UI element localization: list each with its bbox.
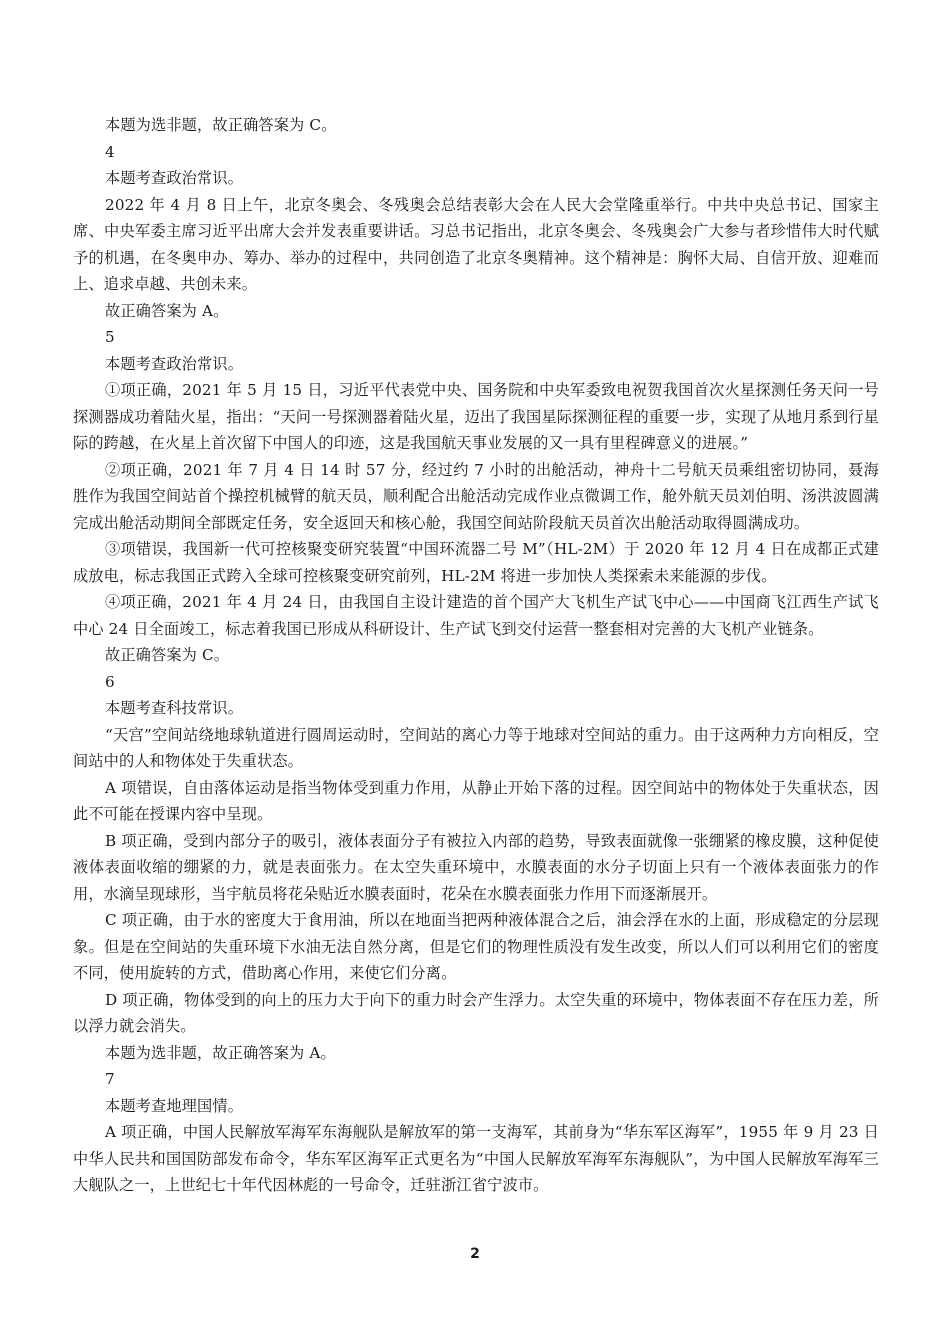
paragraph: 本题为选非题，故正确答案为 A。: [105, 1043, 336, 1062]
paragraph: D 项正确，物体受到的向上的压力大于向下的重力时会产生浮力。太空失重的环境中，物体表面不存在压力差，所以浮力就会消失。: [73, 990, 879, 1035]
paragraph: ③项错误，我国新一代可控核聚变研究装置“中国环流器二号 M”（HL-2M）于 2020 年 12 月 4 日在成都正式建成放电，标志我国正式跨入全球可控核聚变研究前列，HL-2M 将进一步加快人类探索未来能源的步伐。: [73, 540, 879, 585]
paragraph: 2022 年 4 月 8 日上午，北京冬奥会、冬残奥会总结表彰大会在人民大会堂隆重举行。中共中央总书记、国家主席、中央军委主席习近平出席大会并发表重要讲话。习总书记指出，北京冬奥会、冬残奥会广大参与者珍惜伟大时代赋予的机遇，在冬奥申办、筹办、举办的过程中，共同创造了北京冬奥精神。这个精神是：胸怀大局、自信开放、迎难而上、追求卓越、共创未来。: [73, 195, 879, 293]
question-number: 6: [105, 672, 115, 691]
paragraph: 本题考查地理国情。: [105, 1096, 244, 1115]
paragraph: B 项正确，受到内部分子的吸引，液体表面分子有被拉入内部的趋势，导致表面就像一张绷紧的橡皮膜，这种促使液体表面收缩的绷紧的力，就是表面张力。在太空失重环境中，水膜表面的水分子切面上只有一个液体表面张力的作用，水滴呈现球形，当宇航员将花朵贴近水膜表面时，花朵在水膜表面张力作用下而逐渐展开。: [73, 831, 879, 903]
paragraph: “天宫”空间站绕地球轨道进行圆周运动时，空间站的离心力等于地球对空间站的重力。由于这两种力方向相反，空间站中的人和物体处于失重状态。: [73, 725, 879, 770]
paragraph: ②项正确，2021 年 7 月 4 日 14 时 57 分，经过约 7 小时的出舱活动，神舟十二号航天员乘组密切协同，聂海胜作为我国空间站首个操控机械臂的航天员，顺利配合出舱活动完成作业点微调工作，舱外航天员刘伯明、汤洪波圆满完成出舱活动期间全部既定任务，安全返回天和核心舱，我国空间站阶段航天员首次出舱活动取得圆满成功。: [73, 460, 879, 532]
paragraph: 本题考查政治常识。: [105, 169, 244, 187]
paragraph: 故正确答案为 A。: [105, 301, 229, 320]
paragraph: 本题考查科技常识。: [105, 699, 244, 717]
paragraph: C 项正确，由于水的密度大于食用油，所以在地面当把两种液体混合之后，油会浮在水的上面，形成稳定的分层现象。但是在空间站的失重环境下水油无法自然分离，但是它们的物理性质没有发生改变，所以人们可以利用它们的密度不同，使用旋转的方式，借助离心作用，来使它们分离。: [73, 911, 879, 982]
question-number: 4: [105, 142, 115, 161]
paragraph: 故正确答案为 C。: [105, 646, 230, 664]
paragraph: A 项错误，自由落体运动是指当物体受到重力作用，从静止开始下落的过程。因空间站中的物体处于失重状态，因此不可能在授课内容中呈现。: [73, 778, 879, 823]
paragraph: ①项正确，2021 年 5 月 15 日，习近平代表党中央、国务院和中央军委致电祝贺我国首次火星探测任务天问一号探测器成功着陆火星，指出：“天问一号探测器着陆火星，迈出了我国星际探测征程的重要一步，实现了从地月系到行星际的跨越，在火星上首次留下中国人的印迹，这是我国航天事业发展的又一具有里程碑意义的进展。”: [73, 381, 879, 452]
paragraph: ④项正确，2021 年 4 月 24 日，由我国自主设计建造的首个国产大飞机生产试飞中心——中国商飞江西生产试飞中心 24 日全面竣工，标志着我国已形成从科研设计、生产试飞到交付运营一整套相对完善的大飞机产业链条。: [73, 593, 879, 638]
paragraph: 本题考查政治常识。: [105, 354, 244, 373]
question-number: 7: [105, 1070, 115, 1088]
paragraph: 本题为选非题，故正确答案为 C。: [105, 116, 337, 134]
page-number: 2: [470, 1246, 480, 1262]
question-number: 5: [105, 328, 115, 346]
paragraph: A 项正确，中国人民解放军海军东海舰队是解放军的第一支海军，其前身为“华东军区海军”，1955 年 9 月 23 日中华人民共和国国防部发布命令，华东军区海军正式更名为“中国人民解放军海军东海舰队”，为中国人民解放军海军三大舰队之一，上世纪七十年代因林彪的一号命令，迁驻浙江省宁波市。: [73, 1123, 879, 1194]
answer-explanations: [73, 112, 879, 1199]
